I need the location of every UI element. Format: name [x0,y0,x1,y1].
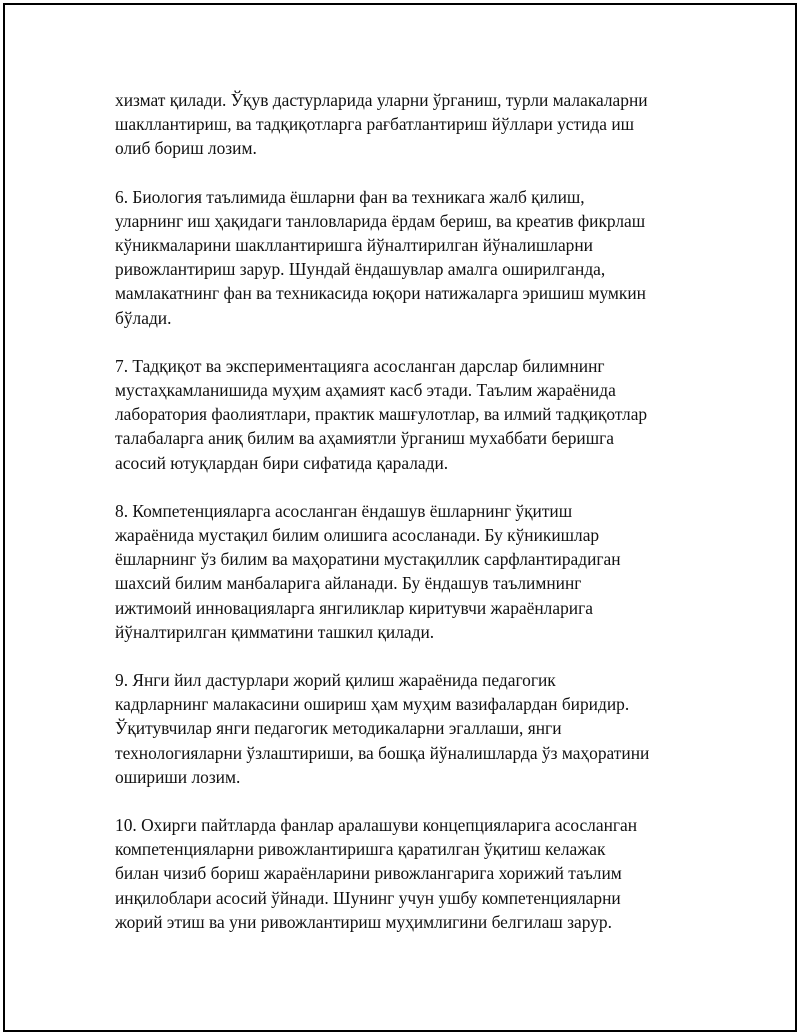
text-line: ижтимоий инновацияларга янгиликлар киритувчи жараёнларига [115,597,593,618]
text-line: олиб бориш лозим. [115,138,257,159]
text-line: жорий этиш ва уни ривожлантириш муҳимлигини белгилаш зарур. [115,911,612,932]
text-line: 7. Тадқиқот ва экспериментацияга асосланган дарслар билимнинг [115,355,605,376]
text-line: 10. Охирги пайтларда фанлар аралашуви концепцияларига асосланган [115,815,638,836]
text-line: бўлади. [115,307,172,328]
text-line: асосий ютуқлардан бири сифатида қаралади. [115,452,449,473]
text-line: хизмат қилади. Ўқув дастурларида уларни ўрганиш, турли малакаларни [115,90,648,110]
text-line: кўникмаларини шакллантиришга йўналтирилган йўналишларни [115,235,593,256]
text-line: мустаҳкамланишида муҳим аҳамият касб этади. Таълим жараёнида [115,380,616,401]
text-line: Ўқитувчилар янги педагогик методикаларни эгаллаши, янги [115,718,562,739]
text-line: 8. Компетенцияларга асосланган ёндашув ёшларнинг ўқитиш [115,500,573,521]
text-line: мамлакатнинг фан ва техникасида юқори натижаларга эришиш мумкин [115,283,646,304]
text-line: шахсий билим манбаларига айланади. Бу ёндашув таълимнинг [115,573,582,594]
text-line: технологияларни ўзлаштириши, ва бошқа йўналишларда ўз маҳоратини [115,742,650,763]
text-line: инқилоблари асосий ўйнади. Шунинг учун ушбу компетенцияларни [115,887,621,908]
paragraph-10 [115,813,695,934]
text-line: ёшларнинг ўз билим ва маҳоратини мустақиллик сарфлантирадиган [115,549,621,570]
document-body [115,88,695,958]
text-line: лаборатория фаолиятлари, практик машғулотлар, ва илмий тадқиқотлар [115,404,648,425]
paragraph-6 [115,185,695,330]
text-line: талабаларга аниқ билим ва аҳамиятли ўрганиш мухаббати беришга [115,428,614,449]
text-line: билан чизиб бориш жараёнларини ривожлангарига хорижий таълим [115,863,622,884]
paragraph-8 [115,499,695,644]
paragraph-continuation [115,88,695,161]
text-line: уларнинг иш ҳақидаги танловларида ёрдам бериш, ва креатив фикрлаш [115,210,646,231]
text-line: 6. Биология таълимида ёшларни фан ва техникага жалб қилиш, [115,186,585,207]
text-line: жараёнида мустақил билим олишига асосланади. Бу кўникишлар [115,525,600,546]
text-line: ривожлантириш зарур. Шундай ёндашувлар амалга оширилганда, [115,259,606,280]
text-line: кадрларнинг малакасини ошириш ҳам муҳим вазифалардан биридир. [115,694,630,715]
paragraph-9 [115,668,695,789]
paragraph-7 [115,354,695,475]
text-line: 9. Янги йил дастурлари жорий қилиш жараёнида педагогик [115,670,556,691]
text-line: йўналтирилган қимматини ташкил қилади. [115,621,435,642]
text-line: ошириши лозим. [115,766,241,787]
text-line: компетенцияларни ривожлантиришга қаратилган ўқитиш келажак [115,839,606,860]
text-line: шакллантириш, ва тадқиқотларга рағбатлантириш йўллари устида иш [115,114,635,135]
